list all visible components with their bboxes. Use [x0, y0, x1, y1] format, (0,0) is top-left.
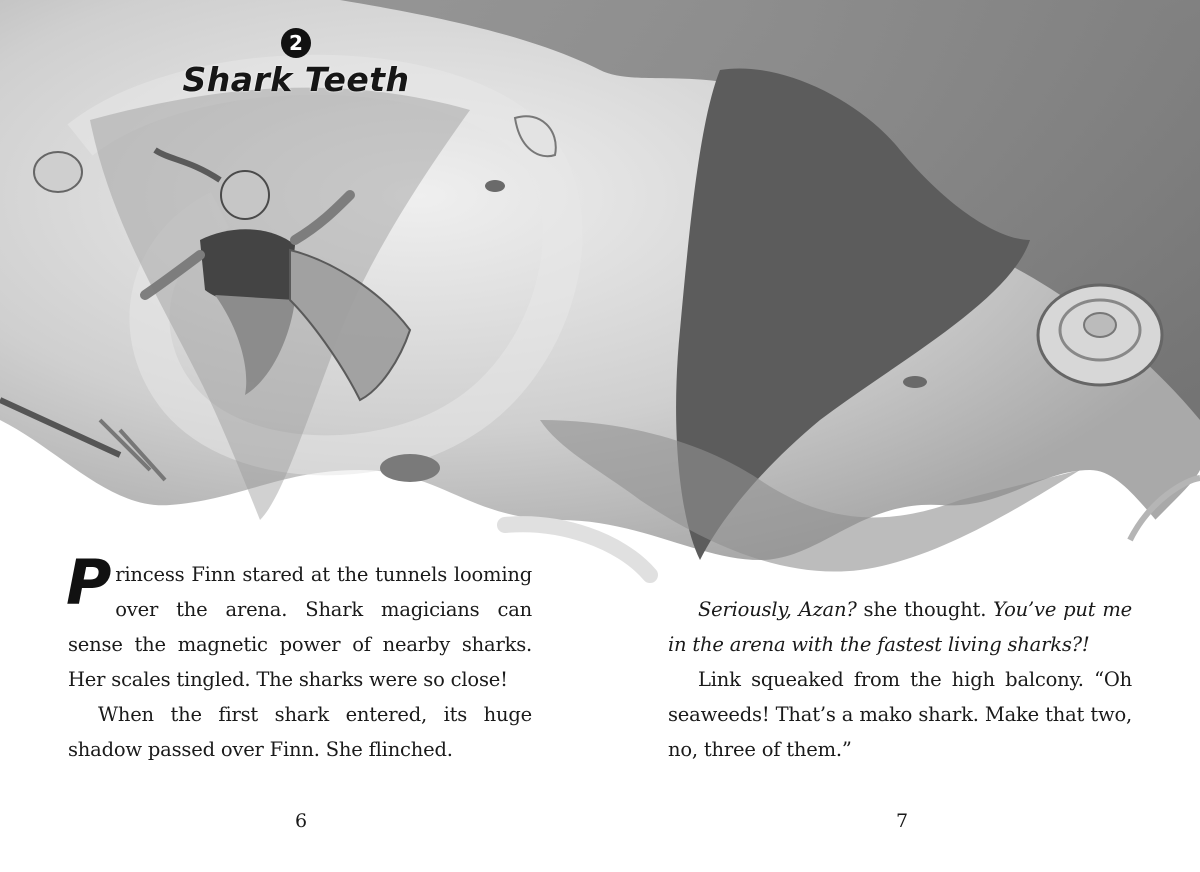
paragraph	[668, 592, 1132, 662]
page-number-left: 6	[295, 810, 308, 832]
drop-cap: P	[66, 546, 112, 619]
italic-thought: You’ve put me in the arena with the fastest living sharks?!	[668, 598, 1133, 656]
chapter-title: Shark Teeth	[182, 60, 410, 99]
narration: she thought.	[856, 598, 994, 621]
chapter-number-badge: 2	[281, 28, 311, 58]
right-page-text	[668, 592, 1132, 767]
spiky-shell	[1038, 285, 1162, 385]
paragraph: When the first shark entered, its huge shadow passed over Finn. She flinched.	[68, 703, 532, 761]
page-number-right: 7	[896, 810, 909, 832]
skull	[34, 152, 82, 192]
chapter-heading	[182, 28, 410, 99]
paragraph-text: rincess Finn stared at the tunnels looming over the arena. Shark magicians can sense the magnetic power of nearby sharks. Her scales tingled. The sharks were so close!	[68, 563, 532, 691]
italic-thought: Seriously, Azan?	[698, 598, 857, 621]
paragraph: Link squeaked from the high balcony. “Oh seaweeds! That’s a mako shark. Make that two, no, three of them.”	[668, 668, 1132, 761]
paragraph	[66, 546, 532, 697]
left-page-text	[66, 546, 532, 767]
